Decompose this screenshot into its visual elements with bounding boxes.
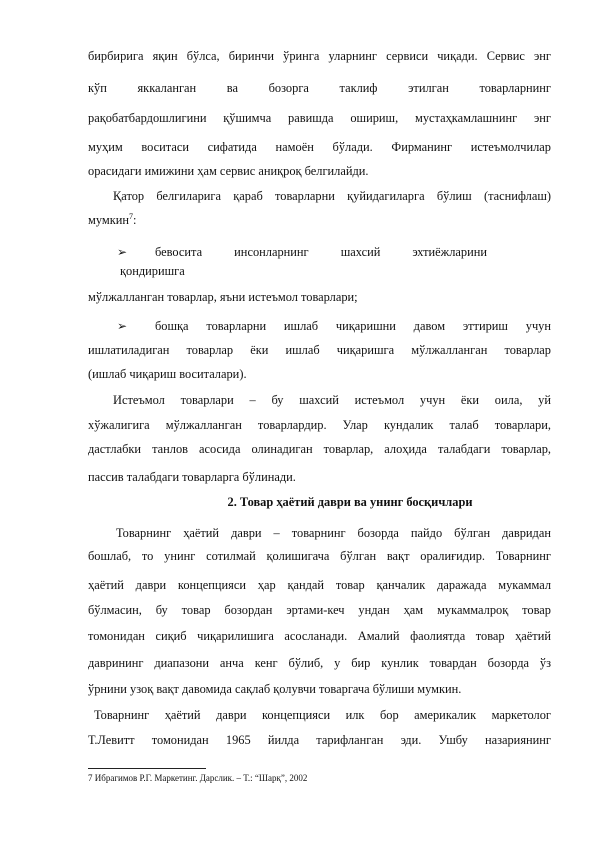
text-line: орасидаги имижини ҳам сервис аниқроқ белгилайди. xyxy=(88,164,369,178)
text-line: ишлатиладиган товарлар ёки ишлаб чиқаришга мўлжалланган товарлар xyxy=(88,343,551,357)
text-line: Истеъмол товарлари – бу шахсий истеъмол учун ёки оила, уй xyxy=(113,393,551,407)
text-line: Товарнинг ҳаётий даври концепцияси илк бор америкалик маркетолог xyxy=(94,708,551,722)
text-line: даврининг диапазони анча кенг бўлиб, у бир кунлик товардан бозорда ўз xyxy=(88,656,551,670)
bullet-arrow-icon: ➢ xyxy=(117,245,128,259)
footnote: 7 Ибрагимов Р.Г. Маркетинг. Дарслик. – Т.: “Шарқ”, 2002 xyxy=(88,773,308,783)
text-line: (ишлаб чиқариш воситалари). xyxy=(88,367,247,381)
section-heading: 2. Товар ҳаётий даври ва унинг босқичлари xyxy=(227,495,473,509)
text-line: бўлмасин, бу товар бозордан эртами-кеч ундан ҳам мукаммалроқ товар xyxy=(88,603,551,617)
bullet-arrow-icon: ➢ xyxy=(117,319,128,333)
text-line: Қатор белгиларига қараб товарларни қуйидагиларга бўлиш (таснифлаш) xyxy=(113,189,551,203)
footnote-reference: 7 xyxy=(129,211,133,221)
text-line: Товарнинг ҳаётий даври – товарнинг бозорда пайдо бўлган давридан xyxy=(116,526,551,540)
text-line: бирбирига яқин бўлса, биринчи ўринга уларнинг сервиси чиқади. Сервис энг xyxy=(88,49,551,63)
text-line: рақобатбардошлигини қўшимча равишда ошириш, мустаҳкамлашнинг энг xyxy=(88,111,551,125)
text-line: муҳим воситаси сифатида намоён бўлади. Фирманинг истеъмолчилар xyxy=(88,140,551,154)
text-line: дастлабки танлов асосида олинадиган товарлар, алоҳида талабдаги товарлар, xyxy=(88,442,551,456)
text-line: кўп яккаланган ва бозорга таклиф этилган товарларнинг xyxy=(88,81,551,95)
text-line: хўжалигига мўлжалланган товарлардир. Улар кундалик талаб товарлари, xyxy=(88,418,551,432)
text-line: пассив талабдаги товарларга бўлинади. xyxy=(88,470,296,484)
paragraph-text: мумкин xyxy=(88,213,129,227)
text-line: Т.Левитт томонидан 1965 йилда тарифланган эди. Ушбу назариянинг xyxy=(88,733,551,747)
bullet-text: бошқа товарларни ишлаб чиқаришни давом эттириш учун xyxy=(155,319,551,333)
text-line: ҳаётий даври концепцияси ҳар қандай товар қанчалик даражада мукаммал xyxy=(88,578,551,592)
footnote-divider xyxy=(88,768,206,769)
text-line: ўрнини узоқ вақт давомида сақлаб қолувчи товаргача бўлиши мумкин. xyxy=(88,682,462,696)
bullet-text: бевосита инсонларнинг шахсий эхтиёжларини xyxy=(155,245,487,259)
text-line xyxy=(88,212,551,228)
text-line: мўлжалланган товарлар, яъни истеъмол товарлари; xyxy=(88,290,358,304)
colon: : xyxy=(133,213,137,227)
text-line: бошлаб, то унинг сотилмай қолишигача бўлган вақт оралиғидир. Товарнинг xyxy=(88,549,551,563)
bullet-text: қондиришга xyxy=(120,264,185,278)
text-line: томонидан сиқиб чиқарилишига асосланади. Амалий фаолиятда товар ҳаётий xyxy=(88,629,551,643)
